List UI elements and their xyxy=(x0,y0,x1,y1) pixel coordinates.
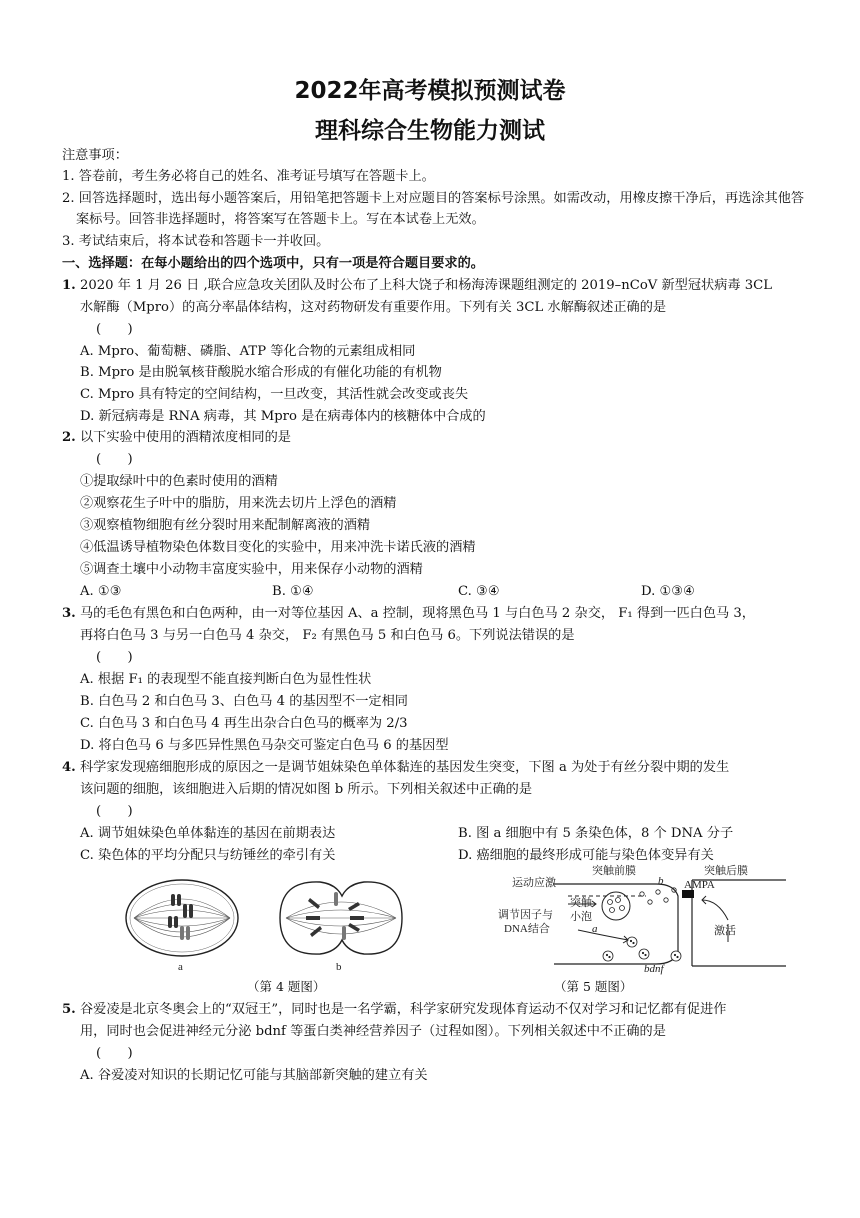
figure-4-cells xyxy=(120,872,420,976)
option-d: D. 新冠病毒是 RNA 病毒，其 Mpro 是在病毒体内的核糖体中合成的 xyxy=(80,409,486,424)
answer-blank: ( ) xyxy=(96,650,133,665)
option-a: A. 调节姐妹染色单体黏连的基因在前期表达 xyxy=(80,826,336,841)
figure-5-synapse xyxy=(496,860,796,976)
postsynaptic-membrane-label: 突触后膜 xyxy=(704,865,748,877)
notice-item: 2. 回答选择题时，选出每小题答案后，用铅笔把答题卡上对应题目的答案标号涂黑。如需改动，用橡皮擦干净后，再选涂其他答 xyxy=(62,191,805,206)
option-d: D. 癌细胞的最终形成可能与染色体变异有关 xyxy=(458,848,714,863)
vesicle-label-line2: 小泡 xyxy=(570,911,592,923)
question-stem: 用，同时也会促进神经元分泌 bdnf 等蛋白类神经营养因子（过程如图）。下列相关叙述中不正确的是 xyxy=(80,1024,666,1039)
option-a: A. Mpro、葡萄糖、磷脂、ATP 等化合物的元素组成相同 xyxy=(80,344,416,359)
label-a: a xyxy=(592,923,598,935)
notice-heading: 注意事项： xyxy=(62,148,128,163)
option-a: A. 谷爱凌对知识的长期记忆可能与其脑部新突触的建立有关 xyxy=(80,1068,428,1083)
question-number: 4. xyxy=(62,760,76,775)
statement-item: ③观察植物细胞有丝分裂时用来配制解离液的酒精 xyxy=(80,518,371,533)
question-stem: 马的毛色有黑色和白色两种，由一对等位基因 A、a 控制，现将黑色马 1 与白色马 2 杂交， F₁ 得到一匹白色马 3， xyxy=(80,606,755,621)
regulator-label-line1: 调节因子与 xyxy=(498,909,553,921)
figure-4-caption: （第 4 题图） xyxy=(247,979,326,994)
answer-blank: ( ) xyxy=(96,322,133,337)
regulator-label-line2: DNA结合 xyxy=(504,923,550,935)
question-stem: 2020 年 1 月 26 日 ,联合应急攻关团队及时公布了上科大饶子和杨海涛课题组测定的 2019–nCoV 新型冠状病毒 3CL xyxy=(80,278,773,293)
activate-label: 激活 xyxy=(714,925,736,937)
ampa-label: AMPA xyxy=(684,879,715,891)
option-b: B. 图 a 细胞中有 5 条染色体，8 个 DNA 分子 xyxy=(458,826,734,841)
notice-item: 3. 考试结束后，将本试卷和答题卡一并收回。 xyxy=(62,234,330,249)
question-stem: 再将白色马 3 与另一白色马 4 杂交， F₂ 有黑色马 5 和白色马 6。下列说法错误的是 xyxy=(80,628,575,643)
option-b: B. ①④ xyxy=(272,584,314,599)
vesicle-label-line1: 突触 xyxy=(570,897,592,909)
statement-item: ④低温诱导植物染色体数目变化的实验中，用来冲洗卡诺氏液的酒精 xyxy=(80,540,476,555)
question-number: 3. xyxy=(62,606,76,621)
option-b: B. 白色马 2 和白色马 3、白色马 4 的基因型不一定相同 xyxy=(80,694,408,709)
exam-title: 2022年高考模拟预测试卷 xyxy=(294,78,566,104)
statement-item: ①提取绿叶中的色素时使用的酒精 xyxy=(80,474,278,489)
notice-item: 案标号。回答非选择题时，将答案写在答题卡上。写在本试卷上无效。 xyxy=(76,212,485,227)
question-number: 5. xyxy=(62,1002,76,1017)
label-b: b xyxy=(658,875,664,887)
option-a: A. ①③ xyxy=(80,584,122,599)
question-stem: 该问题的细胞，该细胞进入后期的情况如图 b 所示。下列相关叙述中正确的是 xyxy=(80,782,533,797)
answer-blank: ( ) xyxy=(96,452,133,467)
exam-subtitle: 理科综合生物能力测试 xyxy=(315,118,545,144)
presynaptic-membrane-label: 突触前膜 xyxy=(592,865,636,877)
bdnf-label: bdnf xyxy=(644,963,664,975)
question-number: 2. xyxy=(62,430,76,445)
option-c: C. Mpro 具有特定的空间结构，一旦改变，其活性就会改变或丧失 xyxy=(80,387,469,402)
option-d: D. ①③④ xyxy=(641,584,695,599)
statement-item: ②观察花生子叶中的脂肪，用来洗去切片上浮色的酒精 xyxy=(80,496,397,511)
figure-4-label-a: a xyxy=(178,961,183,973)
question-stem: 以下实验中使用的酒精浓度相同的是 xyxy=(80,430,291,445)
question-stem: 水解酶（Mpro）的高分率晶体结构，这对药物研发有重要作用。下列有关 3CL 水解酶叙述正确的是 xyxy=(80,300,667,315)
question-stem: 谷爱凌是北京冬奥会上的“双冠王”，同时也是一名学霸，科学家研究发现体育运动不仅对学习和记忆都有促进作 xyxy=(80,1002,727,1017)
option-c: C. 白色马 3 和白色马 4 再生出杂合白色马的概率为 2/3 xyxy=(80,716,408,731)
question-stem: 科学家发现癌细胞形成的原因之一是调节姐妹染色单体黏连的基因发生突变，下图 a 为处于有丝分裂中期的发生 xyxy=(80,760,730,775)
statement-item: ⑤调查土壤中小动物丰富度实验中，用来保存小动物的酒精 xyxy=(80,562,423,577)
question-number: 1. xyxy=(62,278,76,293)
answer-blank: ( ) xyxy=(96,804,133,819)
option-b: B. Mpro 是由脱氧核苷酸脱水缩合形成的有催化功能的有机物 xyxy=(80,365,442,380)
figure-4-label-b: b xyxy=(336,961,342,973)
figure-5-caption: （第 5 题图） xyxy=(554,979,633,994)
answer-blank: ( ) xyxy=(96,1046,133,1061)
notice-item: 1. 答卷前，考生务必将自己的姓名、准考证号填写在答题卡上。 xyxy=(62,169,435,184)
section-heading: 一、选择题：在每小题给出的四个选项中，只有一项是符合题目要求的。 xyxy=(62,256,484,271)
exercise-stress-label: 运动应激 xyxy=(512,877,556,889)
option-c: C. 染色体的平均分配只与纺锤丝的牵引有关 xyxy=(80,848,336,863)
option-d: D. 将白色马 6 与多匹异性黑色马杂交可鉴定白色马 6 的基因型 xyxy=(80,738,449,753)
option-a: A. 根据 F₁ 的表现型不能直接判断白色为显性性状 xyxy=(80,672,372,687)
option-c: C. ③④ xyxy=(458,584,500,599)
